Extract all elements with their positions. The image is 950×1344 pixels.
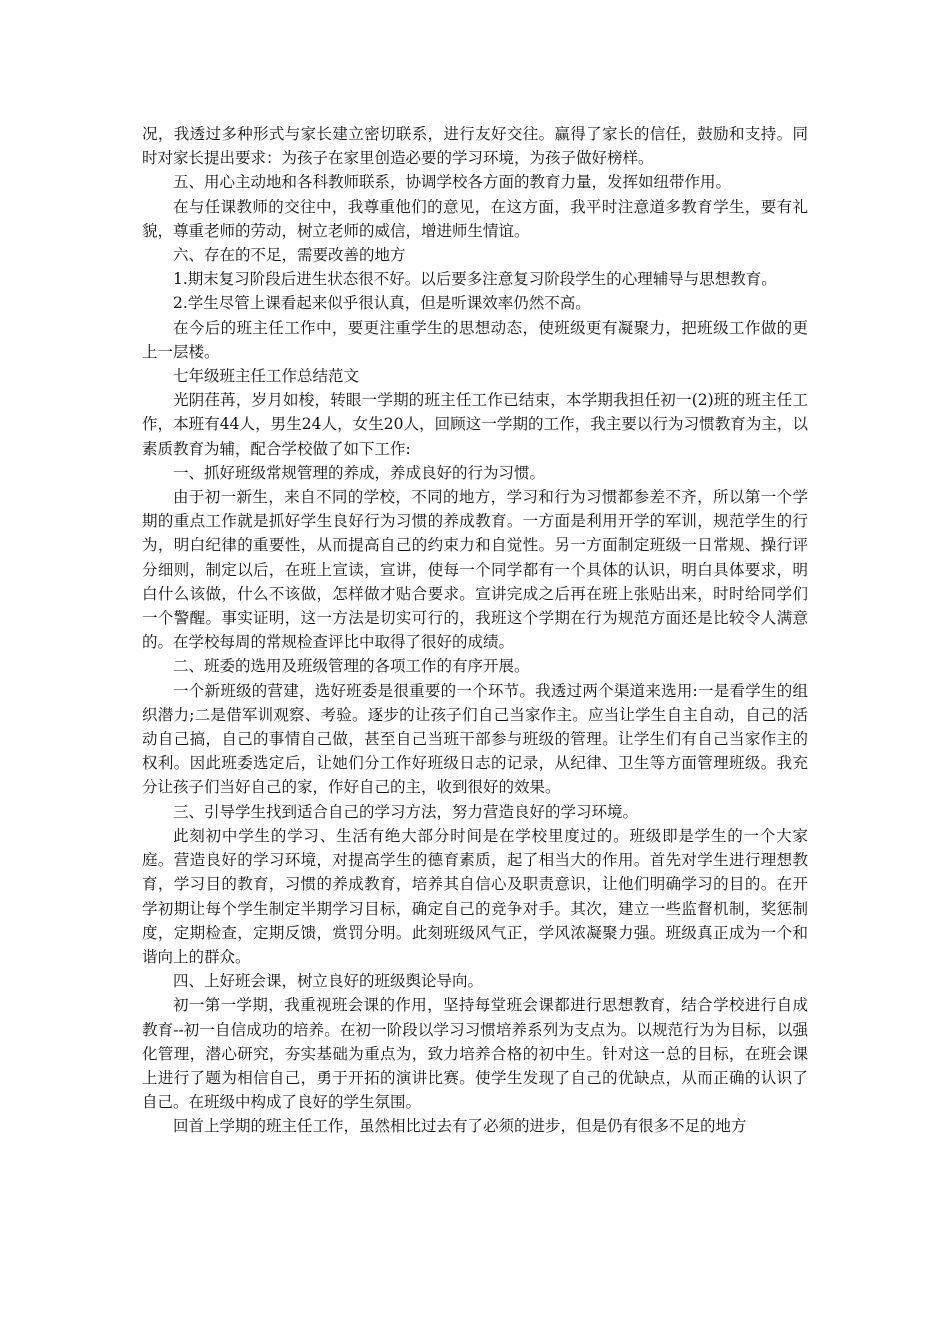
paragraph-17: 初一第一学期，我重视班会课的作用，坚持每堂班会课都进行思想教育，结合学校进行自成教育--初一自信成功的培养。在初一阶段以学习习惯培养系列为支点为。以规范行为为目标，以强化管理，潜心研究，夯实基础为重点为，致力培养合格的初中生。针对这一总的目标，在班会课上进行了题为相信自己，勇于开拓的演讲比赛。使学生发现了自己的优缺点，从而正确的认识了自己。在班级中构成了良好的学生氛围。 [142,996,808,1112]
section-heading-5: 五、用心主动地和各科教师联系，协调学校各方面的教育力量，发挥如纽带作用。 [173,173,732,192]
paragraph-3: 在与任课教师的交往中，我尊重他们的意见，在这方面，我平时注意道多教育学生，要有礼貌，尊重老师的劳动，树立老师的威信，增进师生情谊。 [142,197,808,240]
paragraph-11: 由于初一新生，来自不同的学校，不同的地方，学习和行为习惯都参差不齐，所以第一个学期的重点工作就是抓好学生良好行为习惯的养成教育。一方面是利用开学的军训，规范学生的行为，明白纪律的重要性，从而提高自己的约束力和自觉性。另一方面制定班级一日常规、操行评分细则，制定以后，在班上宣读，宣讲，使每一个同学都有一个具体的认识，明白具体要求，明白什么该做，什么不该做，怎样做才贴合要求。宣讲完成之后再在班上张贴出来，时时给同学们一个警醒。事实证明，这一方法是切实可行的，我班这个学期在行为规范方面还是比较令人满意的。在学校每周的常规检查评比中取得了很好的成绩。 [142,488,808,652]
section-heading-4: 四、上好班会课，树立良好的班级舆论导向。 [173,972,484,991]
paragraph-18: 回首上学期的班主任工作，虽然相比过去有了必须的进步，但是仍有很多不足的地方 [173,1117,747,1136]
section-heading-2: 二、班委的选用及班级管理的各项工作的有序开展。 [173,657,530,676]
paragraph-9: 光阴荏苒，岁月如梭，转眼一学期的班主任工作已结束，本学期我担任初一(2)班的班主任工作，本班有44人，男生24人，女生20人，回顾这一学期的工作，我主要以行为习惯教育为主，以素质教育为辅，配合学校做了如下工作: [142,391,808,458]
paragraph-1: 况，我透过多种形式与家长建立密切联系，进行友好交往。赢得了家长的信任，鼓励和支持。同时对家长提出要求：为孩子在家里创造必要的学习环境，为孩子做好榜样。 [142,125,808,168]
document-title: 七年级班主任工作总结范文 [173,367,360,386]
list-item-1: 1.期末复习阶段后进生状态很不好。以后要多注意复习阶段学生的心理辅导与思想教育。 [173,270,777,289]
paragraph-15: 此刻初中学生的学习、生活有绝大部分时间是在学校里度过的。班级即是学生的一个大家庭。营造良好的学习环境，对提高学生的德育素质，起了相当大的作用。首先对学生进行理想教育，学习目的教育，习惯的养成教育，培养其自信心及职责意识，让他们明确学习的目的。在开学初期让每个学生制定半期学习目标，确定自己的竞争对手。其次，建立一些监督机制，奖惩制度，定期检查，定期反馈，赏罚分明。此刻班级风气正，学风浓凝聚力强。班级真正成为一个和谐向上的群众。 [142,826,808,966]
section-heading-3: 三、引导学生找到适合自己的学习方法，努力营造良好的学习环境。 [173,802,639,821]
section-heading-6: 六、存在的不足，需要改善的地方 [173,246,406,265]
document-body [142,122,808,1139]
section-heading-1: 一、抓好班级常规管理的养成，养成良好的行为习惯。 [173,463,546,482]
paragraph-13: 一个新班级的营建，选好班委是很重要的一个环节。我透过两个渠道来选用:一是看学生的组织潜力;二是借军训观察、考验。逐步的让孩子们自己当家作主。应当让学生自主自动，自己的活动自己搞，自己的事情自己做，甚至自己当班干部参与班级的管理。让学生们有自己当家作主的权利。因此班委选定后，让她们分工作好班级日志的记录，从纪律、卫生等方面管理班级。我充分让孩子们当好自己的家，作好自己的主，收到很好的效果。 [142,681,808,797]
list-item-2: 2.学生尽管上课看起来似乎很认真，但是听课效率仍然不高。 [173,294,591,313]
paragraph-7: 在今后的班主任工作中，要更注重学生的思想动态，使班级更有凝聚力，把班级工作做的更上一层楼。 [142,318,808,361]
